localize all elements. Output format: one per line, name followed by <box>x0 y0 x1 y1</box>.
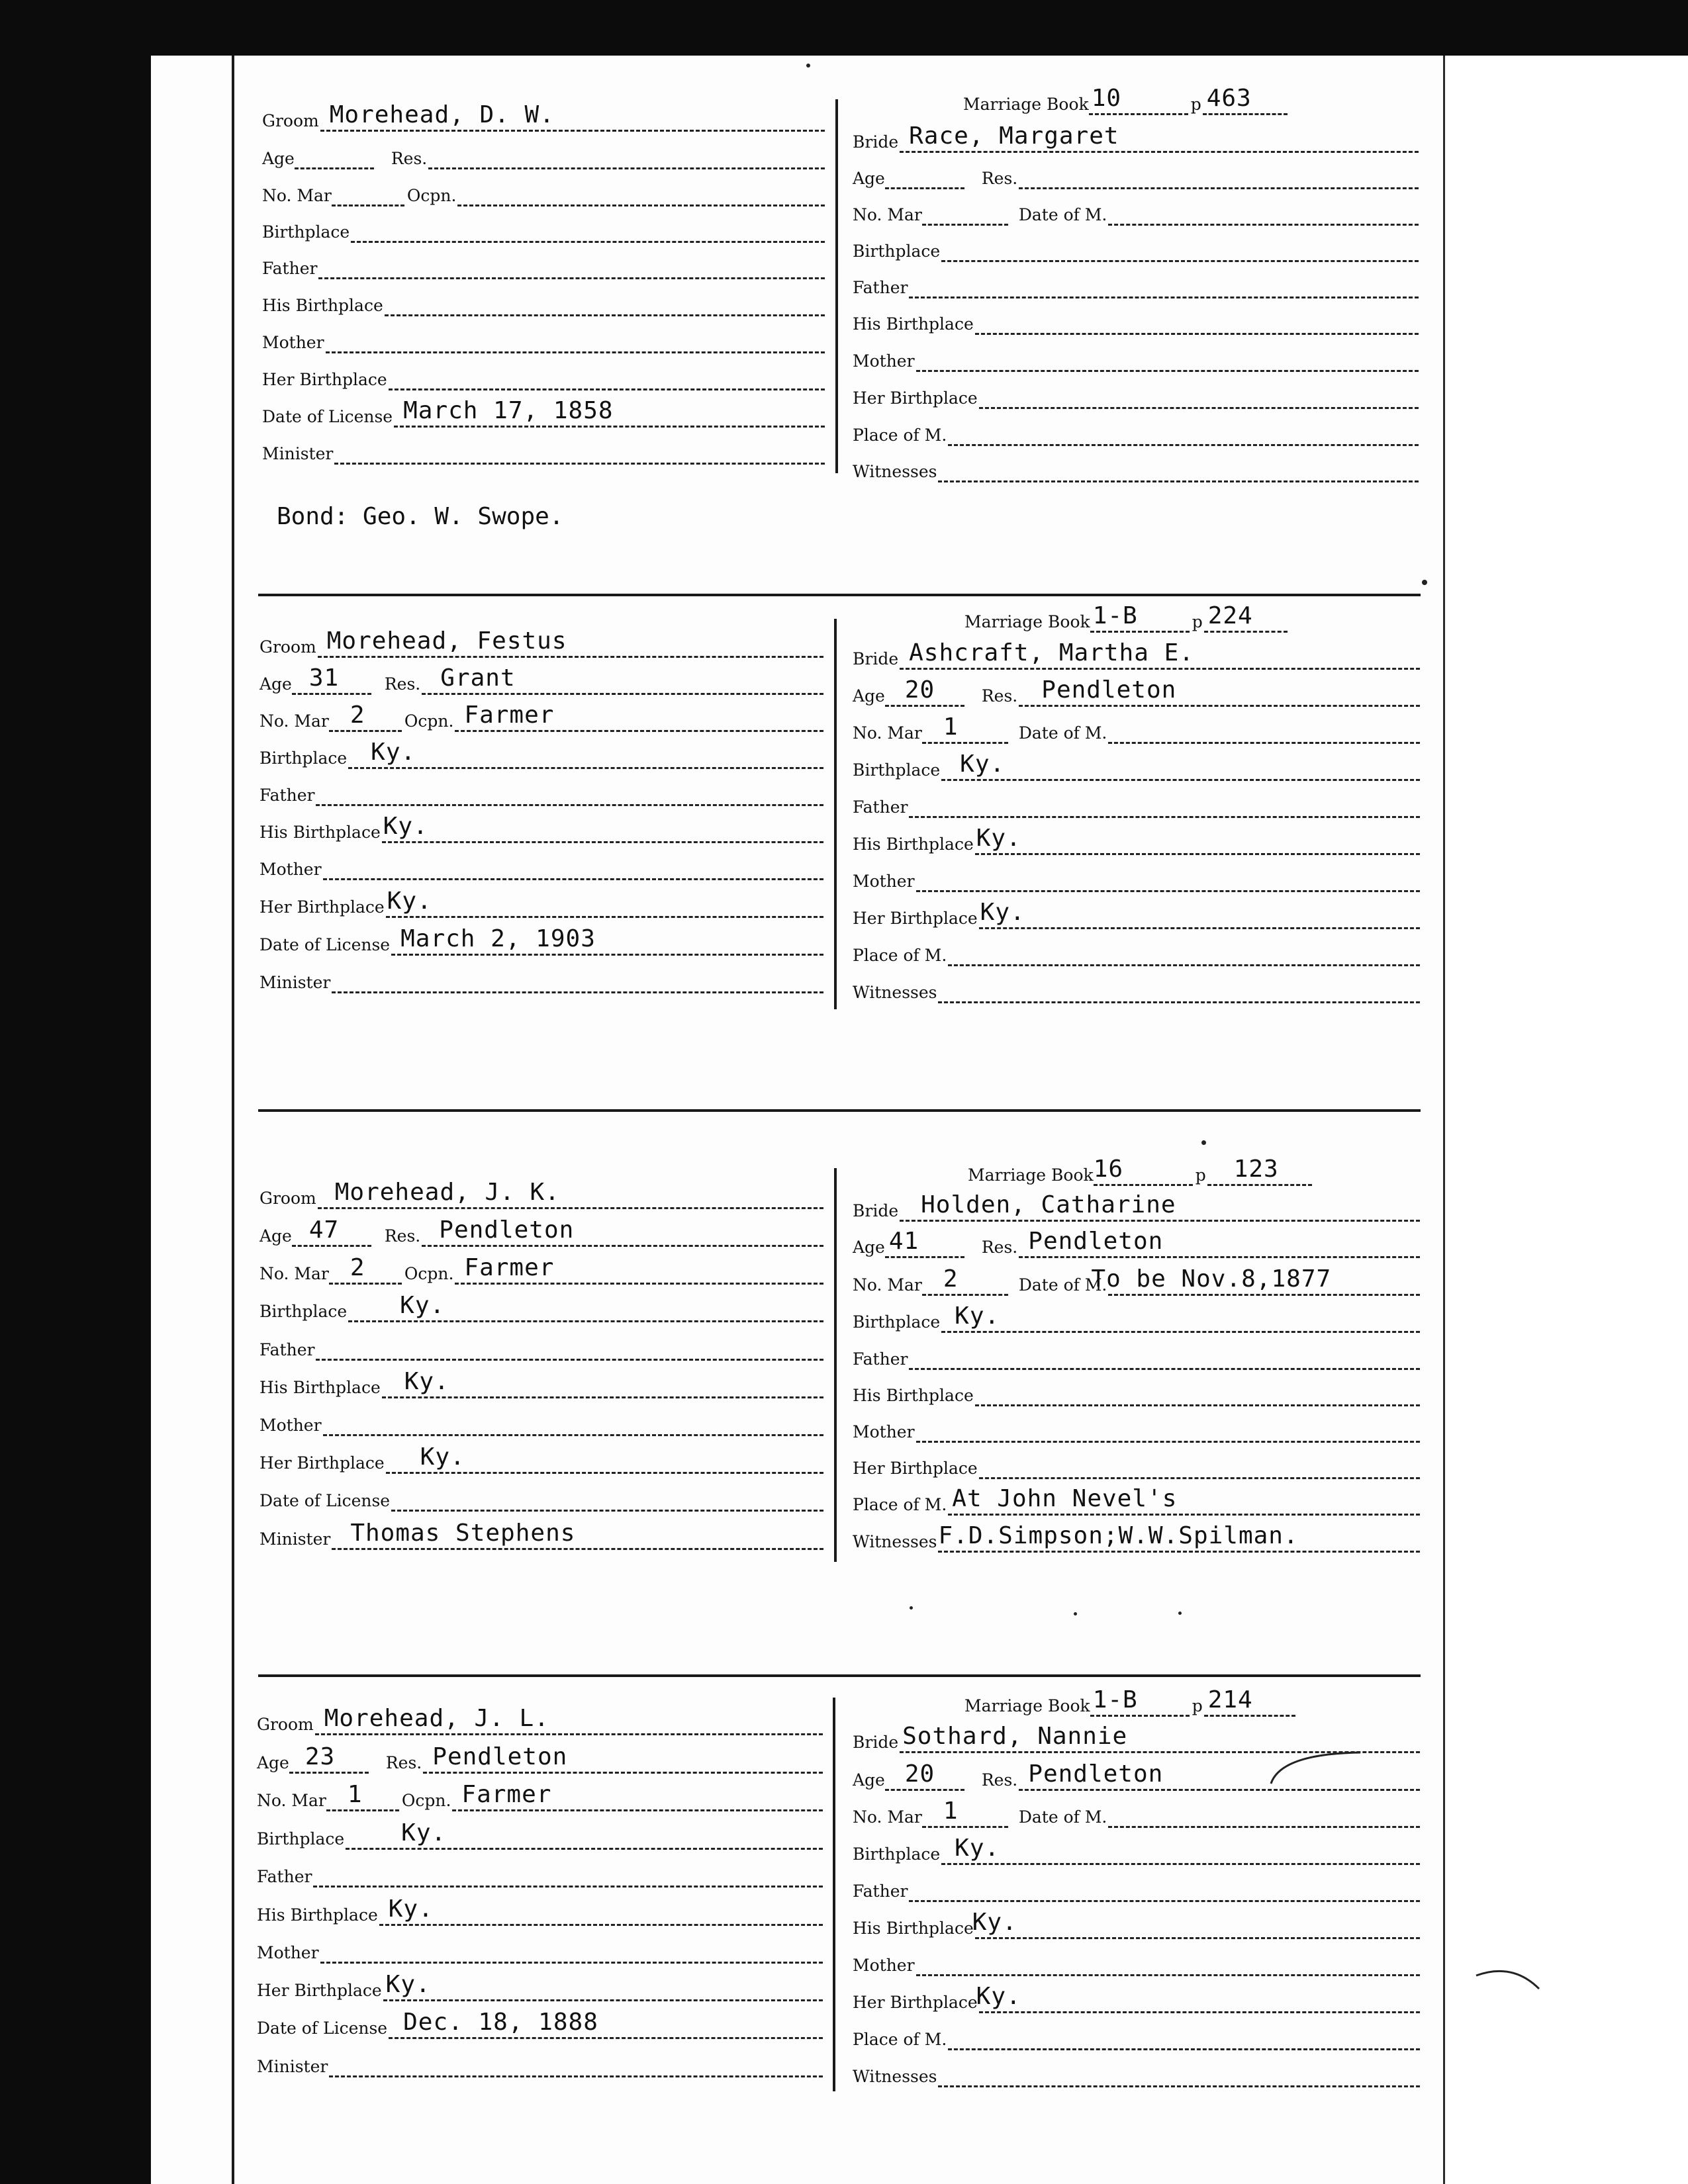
her-birthplace-field: Her Birthplace Ky. <box>853 1984 1420 2013</box>
date-of-license-field: Date of License <box>259 1482 823 1512</box>
record-separator <box>258 1674 1421 1677</box>
scan-border-top <box>0 0 1688 56</box>
groom-field: Groom Morehead, Festus <box>259 629 823 658</box>
minister-field: Minister <box>257 2048 823 2077</box>
date-of-license-field: Date of License March 2, 1903 <box>259 927 823 956</box>
age-res-row: Age 20 Res. Pendleton <box>853 1762 1420 1791</box>
mother-field: Mother <box>262 324 825 353</box>
scan-speck <box>910 1606 913 1610</box>
no-mar-ocpn-row: No. Mar 2 Ocpn. Farmer <box>259 703 823 732</box>
scan-speck <box>806 64 810 68</box>
bride-name: Race, Margaret <box>909 122 1119 150</box>
record-separator <box>258 1109 1421 1112</box>
mother-field: Mother <box>259 851 823 880</box>
groom-field: Groom Morehead, J. L. <box>257 1706 823 1735</box>
mother-field: Mother <box>257 1934 823 1964</box>
her-birthplace-field: Her Birthplace Ky. <box>257 1972 823 2001</box>
age-res-row: Age Res. <box>262 140 825 169</box>
his-birthplace-field: His Birthplace Ky. <box>259 814 823 843</box>
bride-field: Bride Holden, Catharine <box>853 1193 1420 1222</box>
place-of-m-field: Place of M. <box>853 937 1420 966</box>
minister-field: Minister Thomas Stephens <box>259 1521 823 1550</box>
groom-name: Morehead, D. W. <box>329 101 555 128</box>
his-birthplace-field: His Birthplace Ky. <box>853 1910 1420 1939</box>
father-field: Father <box>259 777 823 806</box>
scan-speck <box>1074 1612 1077 1615</box>
witnesses-field: Witnesses <box>853 974 1420 1003</box>
marriage-book-field: Marriage Book 16 p 123 <box>968 1157 1312 1186</box>
her-birthplace-field: Her Birthplace <box>262 361 825 390</box>
marriage-book-field: Marriage Book 1-B p 214 <box>964 1688 1295 1717</box>
column-divider <box>833 1698 835 2091</box>
her-birthplace-field: Her Birthplace <box>853 1450 1420 1479</box>
right-page-edge <box>1443 56 1445 2184</box>
column-divider <box>834 619 837 1009</box>
scan-speck <box>1201 1140 1206 1145</box>
groom-field: Groom Morehead, J. K. <box>259 1180 823 1209</box>
witnesses-field: Witnesses <box>853 2058 1420 2087</box>
no-mar-date-row: No. Mar Date of M. <box>853 197 1419 226</box>
place-of-m-field: Place of M. At John Nevel's <box>853 1486 1420 1516</box>
her-birthplace-field: Her Birthplace Ky. <box>259 889 823 918</box>
mother-field: Mother <box>853 863 1420 892</box>
place-of-m-field: Place of M. <box>853 417 1419 446</box>
scan-border-left <box>0 0 151 2184</box>
pen-stroke-mark <box>1473 1962 1546 1995</box>
father-field: Father <box>257 1858 823 1888</box>
birthplace-field: Birthplace Ky. <box>853 1304 1420 1333</box>
date-of-license-field: Date of License March 17, 1858 <box>262 398 825 428</box>
bride-name: Holden, Catharine <box>921 1191 1176 1218</box>
no-mar-ocpn-row: No. Mar Ocpn. <box>262 177 825 206</box>
no-mar-date-row: No. Mar 1 Date of M. <box>853 715 1420 744</box>
birthplace-field: Birthplace <box>853 233 1419 262</box>
witnesses-field: Witnesses <box>853 453 1419 482</box>
his-birthplace-field: His Birthplace <box>853 1377 1420 1406</box>
birthplace-field: Birthplace Ky. <box>257 1821 823 1850</box>
father-field: Father <box>262 250 825 279</box>
scan-speck <box>1178 1612 1182 1615</box>
column-divider <box>834 1168 837 1562</box>
birthplace-field: Birthplace Ky. <box>259 740 823 769</box>
her-birthplace-field: Her Birthplace Ky. <box>259 1445 823 1474</box>
his-birthplace-field: His Birthplace <box>853 306 1419 335</box>
pen-stroke-mark <box>1268 1747 1367 1787</box>
bride-field: Bride Sothard, Nannie <box>853 1724 1420 1753</box>
scan-speck <box>1422 580 1427 585</box>
bride-name: Ashcraft, Martha E. <box>909 639 1194 666</box>
marriage-book-field: Marriage Book 10 p 463 <box>963 86 1288 115</box>
groom-field: Groom Morehead, D. W. <box>262 103 825 132</box>
birthplace-field: Birthplace <box>262 214 825 243</box>
her-birthplace-field: Her Birthplace Ky. <box>853 900 1420 929</box>
groom-name: Morehead, J. L. <box>324 1705 549 1732</box>
age-res-row: Age 31 Res. Grant <box>259 666 823 695</box>
witnesses-field: Witnesses F.D.Simpson;W.W.Spilman. <box>853 1524 1420 1553</box>
mother-field: Mother <box>853 343 1419 372</box>
mother-field: Mother <box>853 1414 1420 1443</box>
father-field: Father <box>259 1332 823 1361</box>
age-res-row: Age 41 Res. Pendleton <box>853 1229 1420 1258</box>
bond-note: Bond: Geo. W. Swope. <box>277 503 564 530</box>
father-field: Father <box>853 789 1420 818</box>
no-mar-date-row: No. Mar 1 Date of M. <box>853 1799 1420 1828</box>
age-res-row: Age 23 Res. Pendleton <box>257 1745 823 1774</box>
no-mar-ocpn-row: No. Mar 1 Ocpn. Farmer <box>257 1782 823 1811</box>
father-field: Father <box>853 1873 1420 1902</box>
birthplace-field: Birthplace Ky. <box>853 1836 1420 1865</box>
place-of-m-field: Place of M. <box>853 2021 1420 2050</box>
father-field: Father <box>853 269 1419 298</box>
groom-name: Morehead, J. K. <box>334 1179 560 1206</box>
age-res-row: Age 47 Res. Pendleton <box>259 1218 823 1247</box>
birthplace-field: Birthplace Ky. <box>259 1293 823 1322</box>
minister-field: Minister <box>259 964 823 993</box>
date-of-license-field: Date of License Dec. 18, 1888 <box>257 2010 823 2039</box>
her-birthplace-field: Her Birthplace <box>853 380 1419 409</box>
bride-field: Bride Race, Margaret <box>853 124 1419 153</box>
mother-field: Mother <box>259 1407 823 1436</box>
marriage-book-field: Marriage Book 1-B p 224 <box>964 604 1288 633</box>
his-birthplace-field: His Birthplace Ky. <box>257 1897 823 1926</box>
birthplace-field: Birthplace Ky. <box>853 752 1420 781</box>
no-mar-ocpn-row: No. Mar 2 Ocpn. Farmer <box>259 1255 823 1285</box>
column-divider <box>835 99 838 473</box>
groom-name: Morehead, Festus <box>326 627 567 655</box>
no-mar-date-row: No. Mar 2 Date of M. To be Nov.8,1877 <box>853 1267 1420 1296</box>
record-separator <box>258 594 1421 596</box>
father-field: Father <box>853 1341 1420 1370</box>
mother-field: Mother <box>853 1947 1420 1976</box>
his-birthplace-field: His Birthplace <box>262 287 825 316</box>
minister-field: Minister <box>262 435 825 465</box>
left-margin-line <box>232 56 234 2184</box>
his-birthplace-field: His Birthplace Ky. <box>853 826 1420 855</box>
age-res-row: Age Res. <box>853 160 1419 189</box>
bride-field: Bride Ashcraft, Martha E. <box>853 641 1420 670</box>
age-res-row: Age 20 Res. Pendleton <box>853 678 1420 707</box>
bride-name: Sothard, Nannie <box>902 1723 1128 1750</box>
his-birthplace-field: His Birthplace Ky. <box>259 1369 823 1398</box>
